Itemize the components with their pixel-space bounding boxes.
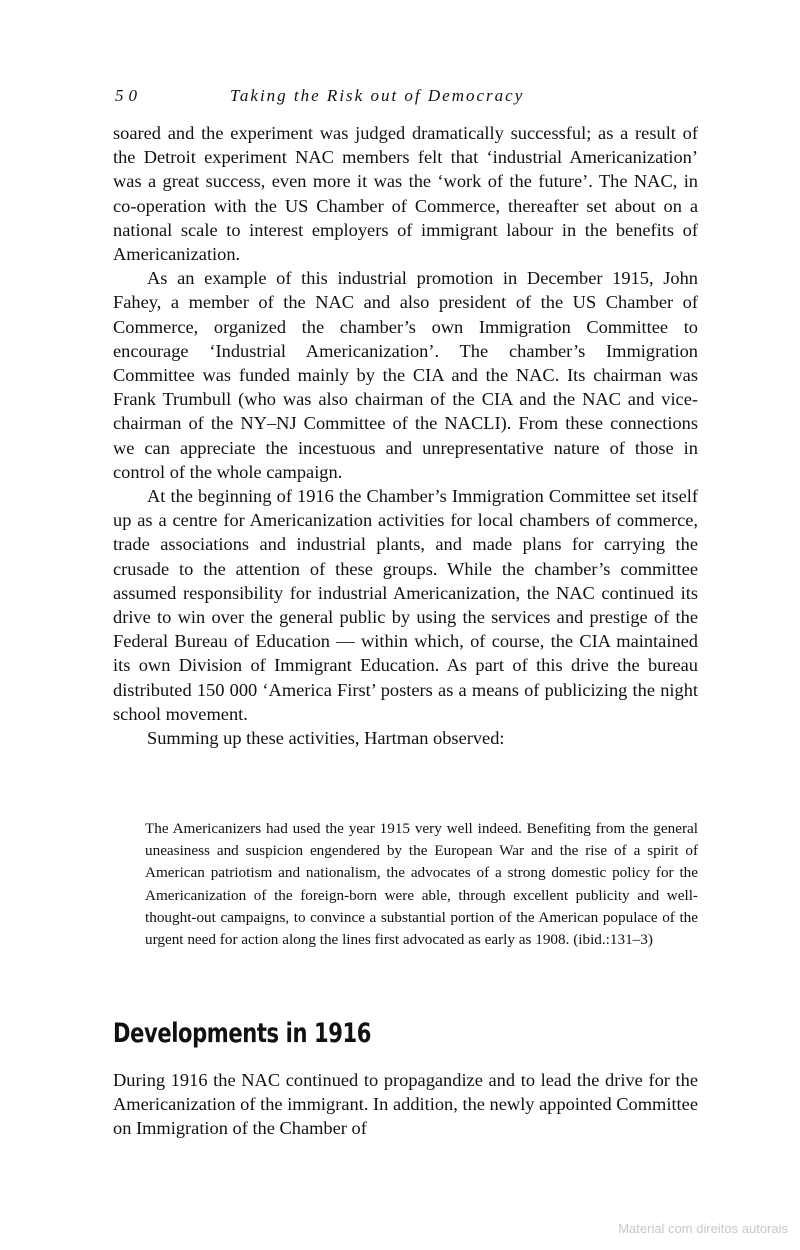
section-heading: Developments in 1916 [113, 1018, 372, 1049]
paragraph: During 1916 the NAC continued to propagandize and to lead the drive for the Americanization of the immigrant. In addition, the newly appointed Committee on Immigration of the Chamber of [113, 1070, 698, 1139]
page-number: 50 [115, 86, 142, 105]
block-quote: The Americanizers had used the year 1915 very well indeed. Benefiting from the general uneasiness and suspicion engendered by the European War and the rise of a spirit of American patriotism and nationalism, the advocates of a strong domestic policy for the Americanization of the foreign-born were able, through excellent publicity and well-thought-out campaigns, to convince a substantial portion of the American populace of the urgent need for action along the lines first advocated as early as 1908. (ibid.:131–3) [145, 820, 698, 949]
body-text [113, 121, 698, 750]
copyright-watermark: Material com direitos autorais [618, 1221, 788, 1236]
running-title: Taking the Risk out of Democracy [230, 86, 525, 105]
paragraph: As an example of this industrial promotion in December 1915, John Fahey, a member of the NAC and also president of the US Chamber of Commerce, organized the chamber’s own Immigration Committee to encourage ‘Industrial Americanization’. The chamber’s Immigration Committee was funded mainly by the CIA and the NAC. Its chairman was Frank Trumbull (who was also chairman of the CIA and the NAC and vice-chairman of the NY–NJ Committee of the NACLI). From these connections we can appreciate the incestuous and unrepresentative nature of those in control of the whole campaign. [113, 268, 698, 482]
paragraph: soared and the experiment was judged dramatically successful; as a result of the Detroit experiment NAC members felt that ‘industrial Americanization’ was a great success, even more it was the ‘work of the future’. The NAC, in co-operation with the US Chamber of Commerce, thereafter set about on a national scale to interest employers of immigrant labour in the benefits of Americanization. [113, 123, 698, 265]
running-head [113, 86, 698, 112]
section-body [113, 1068, 698, 1141]
paragraph: At the beginning of 1916 the Chamber’s Immigration Committee set itself up as a centre for Americanization activities for local chambers of commerce, trade associations and industrial plants, and made plans for carrying the crusade to the attention of these groups. While the chamber’s committee assumed responsibility for industrial Americanization, the NAC continued its drive to win over the general public by using the services and prestige of the Federal Bureau of Education — within which, of course, the CIA maintained its own Division of Immigrant Education. As part of this drive the bureau distributed 150 000 ‘America First’ posters as a means of publicizing the night school movement. [113, 486, 698, 724]
paragraph: Summing up these activities, Hartman observed: [147, 728, 505, 749]
